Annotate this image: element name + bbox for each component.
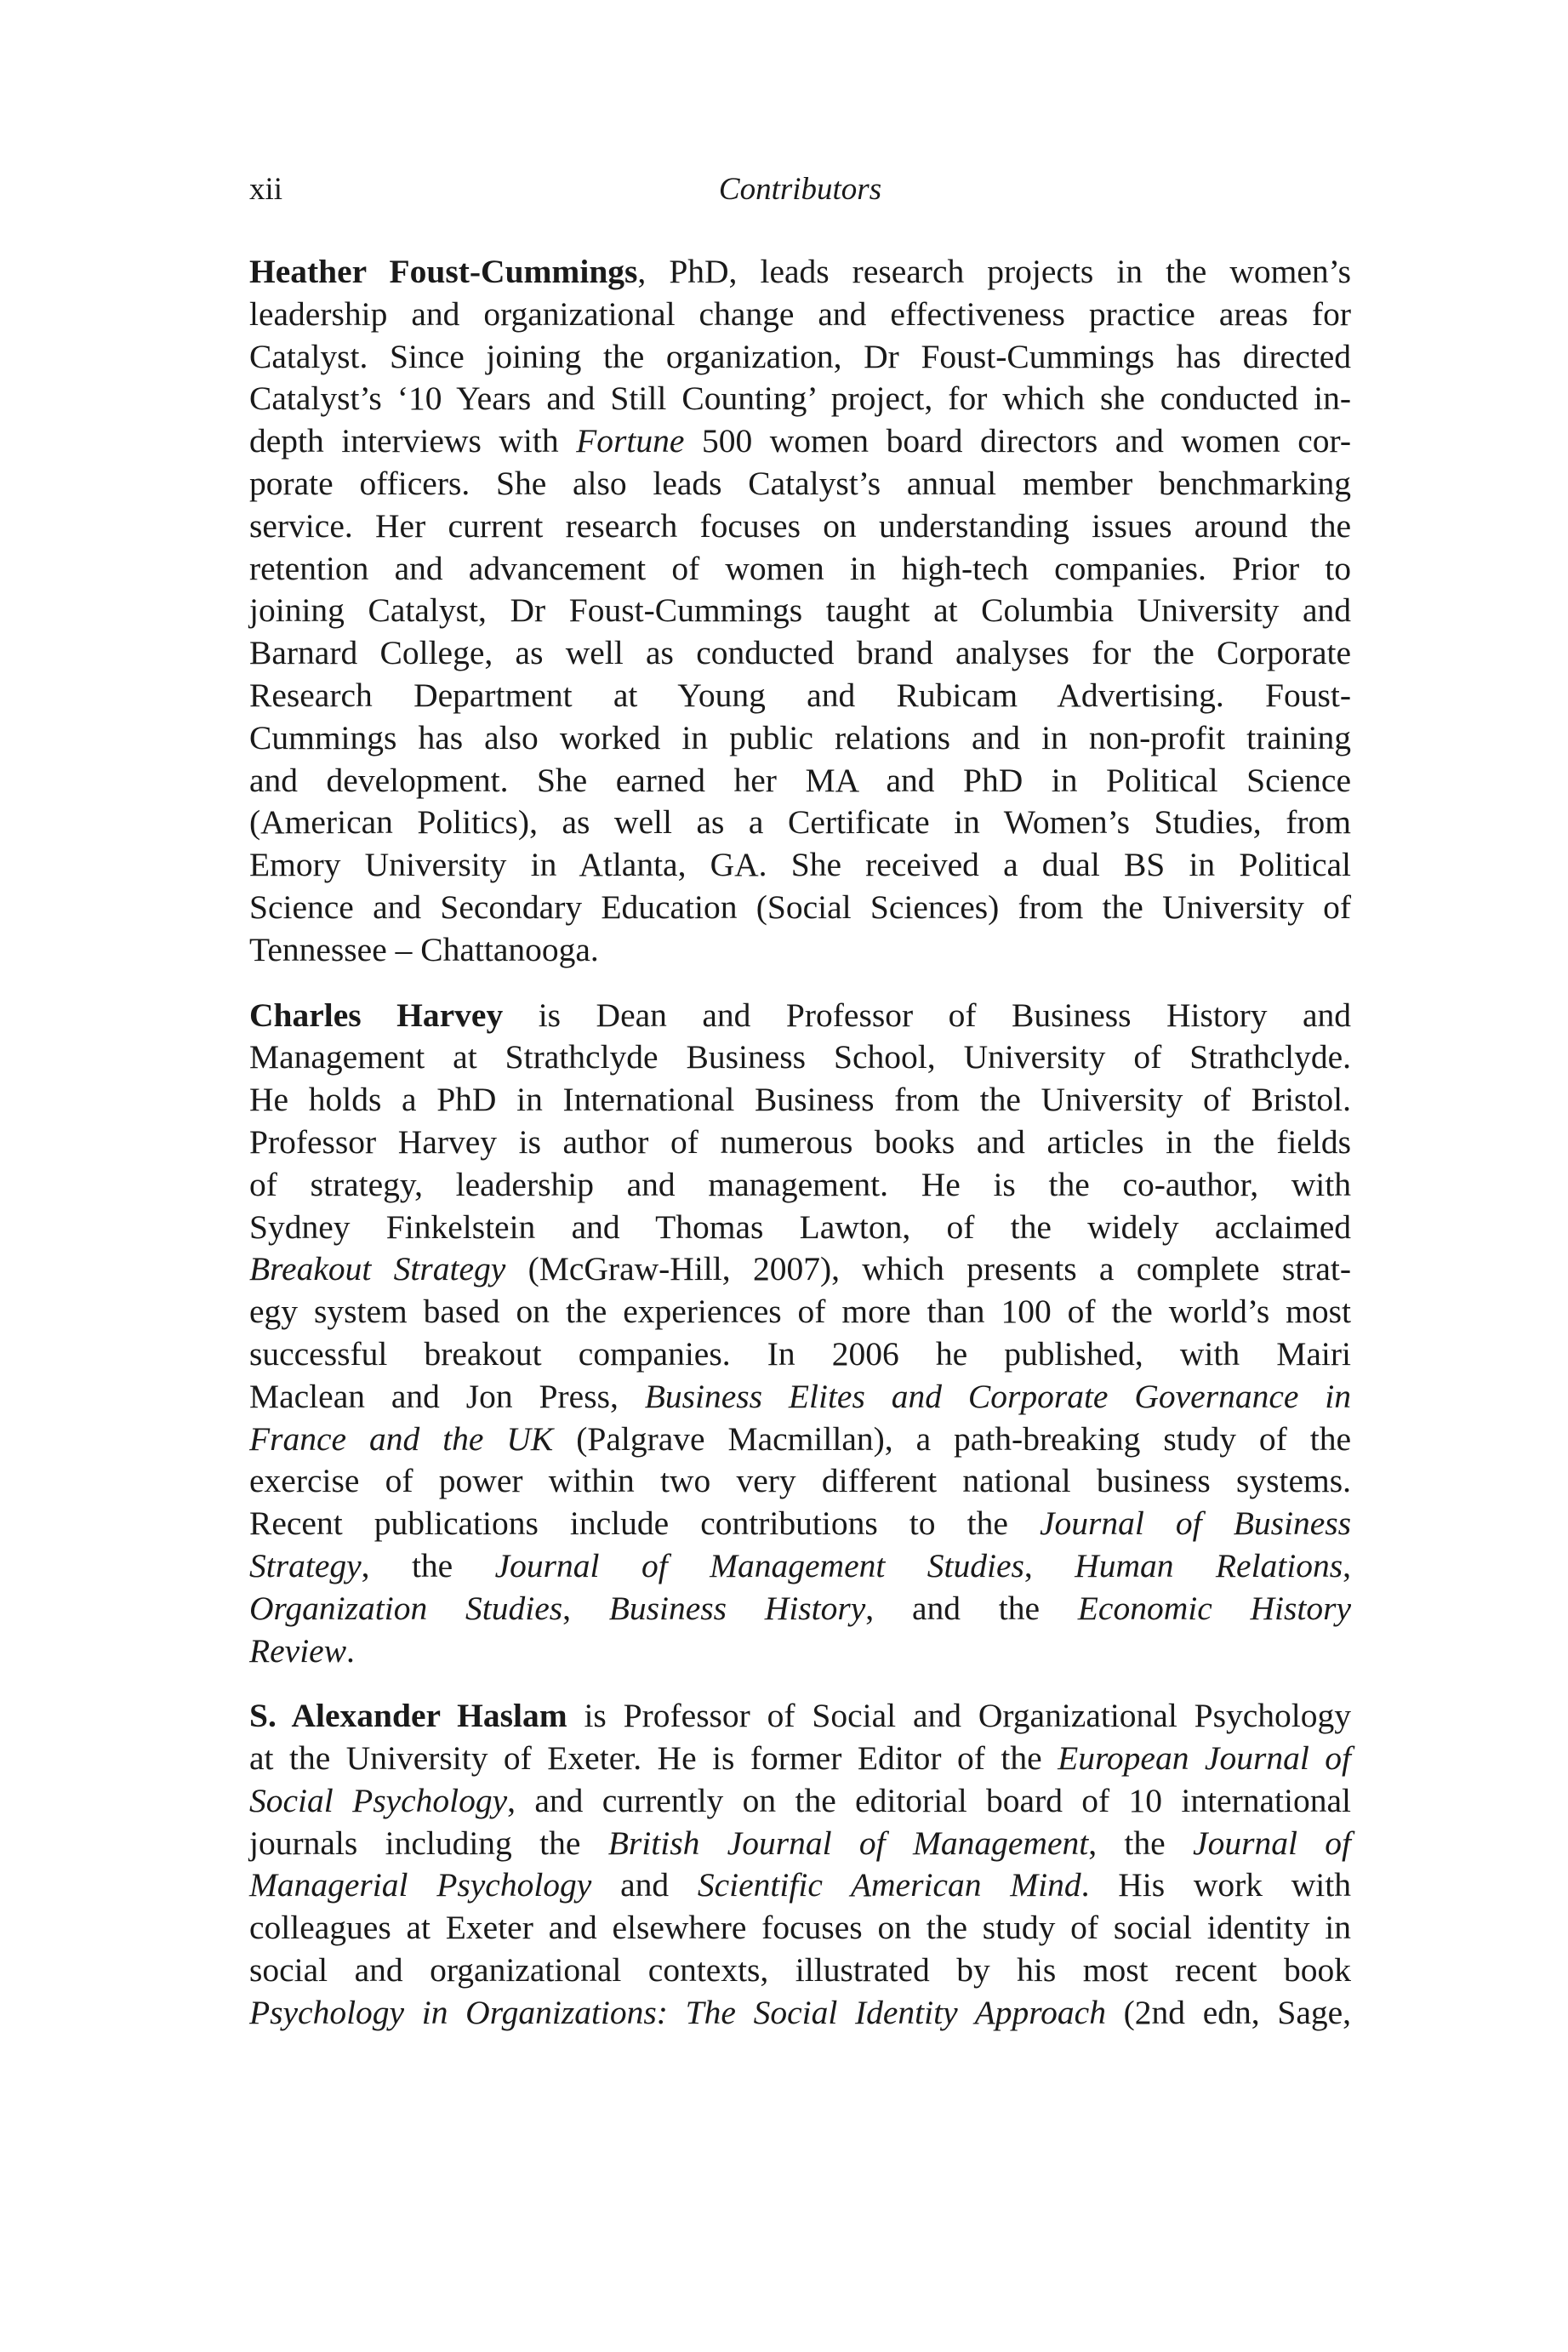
italic-title: Journal of Management Studies xyxy=(494,1546,1024,1584)
text-line xyxy=(249,378,1351,420)
text-line xyxy=(249,1738,1351,1780)
text-segment: and development. She earned her MA and PhD in Political Science xyxy=(249,761,1351,799)
text-segment: Cummings has also worked in public relations and in non-profit training xyxy=(249,718,1351,756)
text-segment: Science and Secondary Education (Social Sciences) from the University of xyxy=(249,888,1351,926)
text-line xyxy=(249,1291,1351,1333)
text-line xyxy=(249,1376,1351,1419)
text-line xyxy=(249,1588,1351,1630)
text-segment: Management at Strathclyde Business School, University of Strathclyde. xyxy=(249,1038,1351,1076)
italic-title: Human Relations xyxy=(1075,1546,1343,1584)
running-head-title: Contributors xyxy=(718,172,882,207)
text-segment: 500 women board directors and women cor- xyxy=(684,422,1351,460)
text-line xyxy=(249,1079,1351,1122)
text-line xyxy=(249,844,1351,887)
text-segment: leadership and organizational change and effectiveness practice areas for xyxy=(249,294,1351,333)
italic-title: Organization Studies xyxy=(249,1589,563,1627)
text-line xyxy=(249,1864,1351,1907)
text-segment: Maclean and Jon Press, xyxy=(249,1377,645,1415)
text-segment: Catalyst. Since joining the organization, Dr Foust-Cummings has directed xyxy=(249,337,1351,375)
text-segment: journals including the xyxy=(249,1824,608,1862)
text-line xyxy=(249,336,1351,379)
text-line xyxy=(249,760,1351,802)
text-line xyxy=(249,1992,1351,2035)
italic-title: Fortune xyxy=(576,422,685,460)
contributor-name: Heather Foust-Cummings xyxy=(249,253,638,290)
text-segment: colleagues at Exeter and elsewhere focuses on the study of social identity in xyxy=(249,1909,1351,1947)
text-line xyxy=(249,1630,1351,1673)
text-line xyxy=(249,1164,1351,1207)
contributor-heather-foust-cummings xyxy=(249,251,1351,972)
text-line xyxy=(249,887,1351,929)
text-segment: is Dean and Professor of Business History and xyxy=(503,996,1352,1034)
text-line xyxy=(249,632,1351,675)
italic-title: Journal of xyxy=(1193,1824,1352,1862)
text-segment: . xyxy=(346,1631,355,1670)
italic-title: Journal of Business xyxy=(1039,1504,1351,1543)
text-line xyxy=(249,1695,1351,1738)
text-segment: of strategy, leadership and management. He is the co-author, with xyxy=(249,1165,1351,1203)
text-line xyxy=(249,1780,1351,1823)
text-segment: successful breakout companies. In 2006 he published, with Mairi xyxy=(249,1334,1351,1373)
text-segment: Tennessee – Chattanooga. xyxy=(249,930,599,968)
text-segment: , PhD, leads research projects in the women’s xyxy=(637,253,1351,290)
text-segment: egy system based on the experiences of more than 100 of the world’s most xyxy=(249,1293,1351,1331)
italic-title: European Journal of xyxy=(1058,1739,1352,1778)
text-line xyxy=(249,929,1351,972)
text-line xyxy=(249,1207,1351,1249)
text-line xyxy=(249,717,1351,760)
text-segment: , xyxy=(1023,1546,1075,1584)
text-line xyxy=(249,1950,1351,1992)
italic-title: Economic History xyxy=(1077,1589,1351,1627)
text-segment: (2nd edn, Sage, xyxy=(1105,1993,1352,2031)
text-line xyxy=(249,590,1351,632)
text-segment: (McGraw-Hill, 2007), which presents a complete strat- xyxy=(505,1250,1351,1288)
text-segment: (Palgrave Macmillan), a path-breaking study of the xyxy=(553,1419,1351,1458)
text-line xyxy=(249,505,1351,548)
italic-title: Social Psychology xyxy=(249,1781,508,1819)
text-line xyxy=(249,1460,1351,1503)
text-line xyxy=(249,1122,1351,1164)
text-line xyxy=(249,802,1351,844)
text-segment: Catalyst’s ‘10 Years and Still Counting’ project, for which she conducted in- xyxy=(249,380,1351,418)
text-line xyxy=(249,1545,1351,1588)
text-line xyxy=(249,463,1351,505)
text-line xyxy=(249,1333,1351,1376)
italic-title: Managerial Psychology xyxy=(249,1866,592,1904)
italic-title: British Journal of Management xyxy=(607,1824,1089,1862)
text-line xyxy=(249,1907,1351,1950)
text-line xyxy=(249,995,1351,1037)
contributor-s-alexander-haslam xyxy=(249,1695,1351,2034)
text-segment: and xyxy=(591,1866,698,1904)
page-body xyxy=(249,251,1351,2058)
italic-title: France and the UK xyxy=(249,1419,554,1458)
text-line xyxy=(249,548,1351,591)
text-segment: retention and advancement of women in high-tech companies. Prior to xyxy=(249,549,1351,587)
text-segment: , xyxy=(562,1589,609,1627)
text-segment: depth interviews with xyxy=(249,422,577,460)
text-segment: service. Her current research focuses on understanding issues around the xyxy=(249,506,1351,545)
text-line xyxy=(249,1419,1351,1461)
contributor-name: Charles Harvey xyxy=(249,996,504,1034)
text-segment: Barnard College, as well as conducted brand analyses for the Corporate xyxy=(249,634,1351,672)
italic-title: Scientific American Mind xyxy=(697,1866,1081,1904)
italic-title: Strategy xyxy=(249,1546,362,1584)
text-segment: . His work with xyxy=(1080,1866,1352,1904)
italic-title: Breakout Strategy xyxy=(249,1250,506,1288)
text-line xyxy=(249,675,1351,717)
text-segment: , and currently on the editorial board of 10 international xyxy=(507,1781,1351,1819)
text-segment: porate officers. She also leads Catalyst’s annual member benchmarking xyxy=(249,464,1351,502)
text-segment: , the xyxy=(1088,1824,1194,1862)
contributor-charles-harvey xyxy=(249,995,1351,1673)
text-segment: Research Department at Young and Rubicam Advertising. Foust- xyxy=(249,676,1351,714)
text-segment: Emory University in Atlanta, GA. She received a dual BS in Political xyxy=(249,846,1351,884)
running-head xyxy=(249,168,1351,211)
text-line xyxy=(249,1036,1351,1079)
text-line xyxy=(249,294,1351,336)
italic-title: Psychology in Organizations: The Social Identity Approach xyxy=(249,1993,1106,2031)
text-line xyxy=(249,1248,1351,1291)
text-segment: Recent publications include contributions to the xyxy=(249,1504,1040,1543)
text-segment: Sydney Finkelstein and Thomas Lawton, of the widely acclaimed xyxy=(249,1207,1351,1246)
text-segment: exercise of power within two very different national business systems. xyxy=(249,1462,1351,1500)
text-segment: (American Politics), as well as a Certificate in Women’s Studies, from xyxy=(249,803,1351,842)
italic-title: Business History xyxy=(608,1589,866,1627)
text-segment: Professor Harvey is author of numerous books and articles in the fields xyxy=(249,1122,1351,1161)
page-number: xii xyxy=(249,172,283,207)
text-line xyxy=(249,1823,1351,1865)
text-segment: social and organizational contexts, illustrated by his most recent book xyxy=(249,1951,1351,1989)
italic-title: Business Elites and Corporate Governance in xyxy=(644,1377,1351,1415)
text-segment: joining Catalyst, Dr Foust-Cummings taught at Columbia University and xyxy=(249,591,1351,630)
text-segment: , the xyxy=(361,1546,495,1584)
text-segment: at the University of Exeter. He is former Editor of the xyxy=(249,1739,1058,1778)
italic-title: Review xyxy=(249,1631,347,1670)
text-segment: , xyxy=(1343,1546,1351,1584)
text-line xyxy=(249,1503,1351,1545)
text-line xyxy=(249,251,1351,294)
contributor-name: S. Alexander Haslam xyxy=(249,1697,567,1735)
text-segment: He holds a PhD in International Business from the University of Bristol. xyxy=(249,1081,1351,1119)
text-segment: is Professor of Social and Organizational Psychology xyxy=(567,1697,1351,1735)
text-line xyxy=(249,420,1351,463)
text-segment: , and the xyxy=(865,1589,1078,1627)
